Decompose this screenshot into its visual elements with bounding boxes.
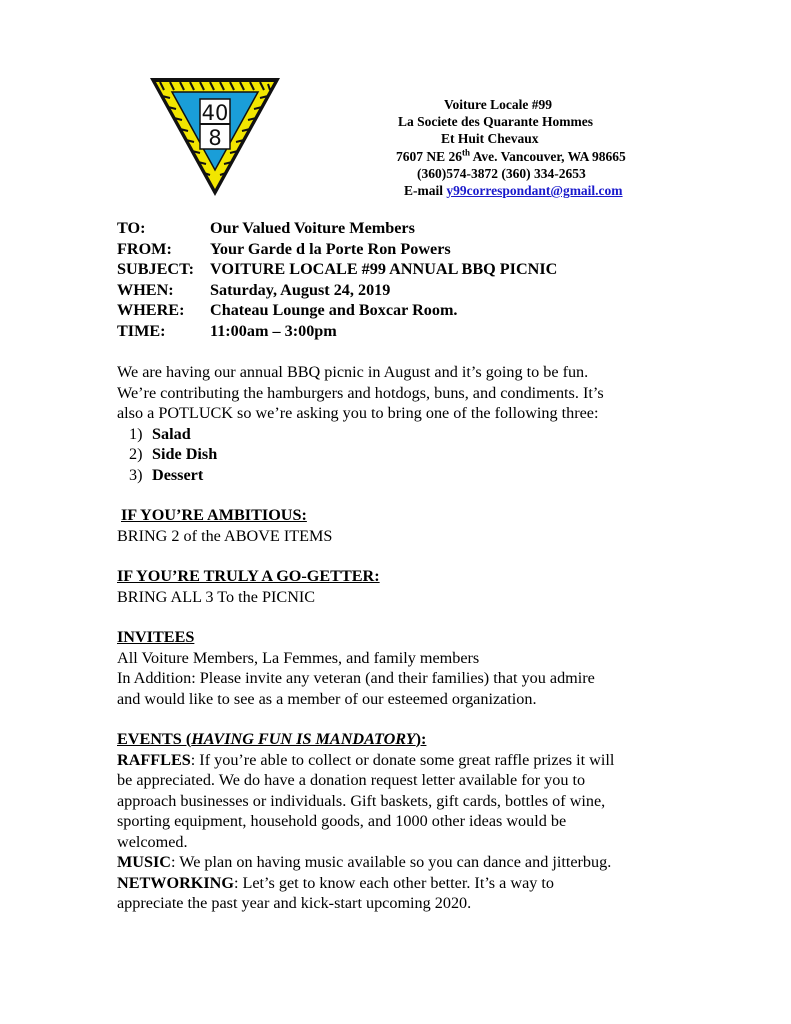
org-phones: (360)574-3872 (360) 334-2653 [417, 166, 586, 181]
music-paragraph: MUSIC: We plan on having music available so you can dance and jitterbug. [117, 853, 612, 871]
org-address: 7607 NE 26th Ave. Vancouver, WA 98665 [396, 147, 626, 164]
list-item: 3) Dessert [129, 465, 204, 484]
logo-top-text: 40 [201, 101, 229, 125]
potluck-list [117, 424, 737, 486]
memo-subject: SUBJECT: VOITURE LOCALE #99 ANNUAL BBQ PICNIC [117, 260, 558, 278]
memo-time: TIME: 11:00am – 3:00pm [117, 321, 337, 340]
raffles-line: approach businesses or individuals. Gift baskets, gift cards, bottles of wine, [117, 791, 606, 810]
memo-to: TO: Our Valued Voiture Members [117, 219, 415, 237]
gogetter-heading: IF YOU’RE TRULY A GO-GETTER: [117, 567, 380, 585]
invitees-line: and would like to see as a member of our esteemed organization. [117, 689, 537, 708]
org-name: Voiture Locale #99 [444, 97, 552, 112]
email-link[interactable]: y99correspondant@gmail.com [446, 183, 623, 198]
invitees-line: All Voiture Members, La Femmes, and family members [117, 648, 480, 667]
networking-line: appreciate the past year and kick-start upcoming 2020. [117, 894, 472, 912]
ambitious-text: BRING 2 of the ABOVE ITEMS [117, 526, 333, 545]
letter-body [117, 362, 737, 914]
networking-paragraph: NETWORKING: Let’s get to know each other better. It’s a way to [117, 873, 554, 892]
memo-from: FROM: Your Garde d la Porte Ron Powers [117, 239, 451, 258]
memo-header [117, 218, 557, 341]
raffles-paragraph: RAFFLES: If you’re able to collect or donate some great raffle prizes it will [117, 750, 615, 769]
events-heading: EVENTS (HAVING FUN IS MANDATORY): [117, 730, 427, 748]
intro-line: also a POTLUCK so we’re asking you to bring one of the following three: [117, 404, 599, 422]
list-item: 1) Salad [129, 424, 191, 443]
intro-line: We’re contributing the hamburgers and hotdogs, buns, and condiments. It’s [117, 383, 604, 402]
list-item: 2) Side Dish [129, 445, 218, 463]
invitees-heading: INVITEES [117, 628, 195, 646]
forty-and-eight-logo [148, 76, 282, 198]
raffles-line: sporting equipment, household goods, and 1000 other ideas would be [117, 812, 567, 830]
invitees-line: In Addition: Please invite any veteran (and their families) that you admire [117, 669, 595, 687]
raffles-line: welcomed. [117, 832, 188, 851]
org-line-3: Et Huit Chevaux [441, 131, 539, 146]
org-line-2: La Societe des Quarante Hommes [398, 114, 593, 129]
raffles-line: be appreciated. We do have a donation request letter available for you to [117, 771, 586, 789]
intro-line: We are having our annual BBQ picnic in August and it’s going to be fun. [117, 363, 589, 381]
org-email-line: E-mail y99correspondant@gmail.com [404, 183, 623, 198]
memo-when: WHEN: Saturday, August 24, 2019 [117, 280, 391, 299]
memo-where: WHERE: Chateau Lounge and Boxcar Room. [117, 301, 458, 319]
ambitious-heading: IF YOU’RE AMBITIOUS: [121, 506, 307, 524]
gogetter-text: BRING ALL 3 To the PICNIC [117, 587, 316, 606]
logo-bottom-text: 8 [208, 126, 222, 150]
